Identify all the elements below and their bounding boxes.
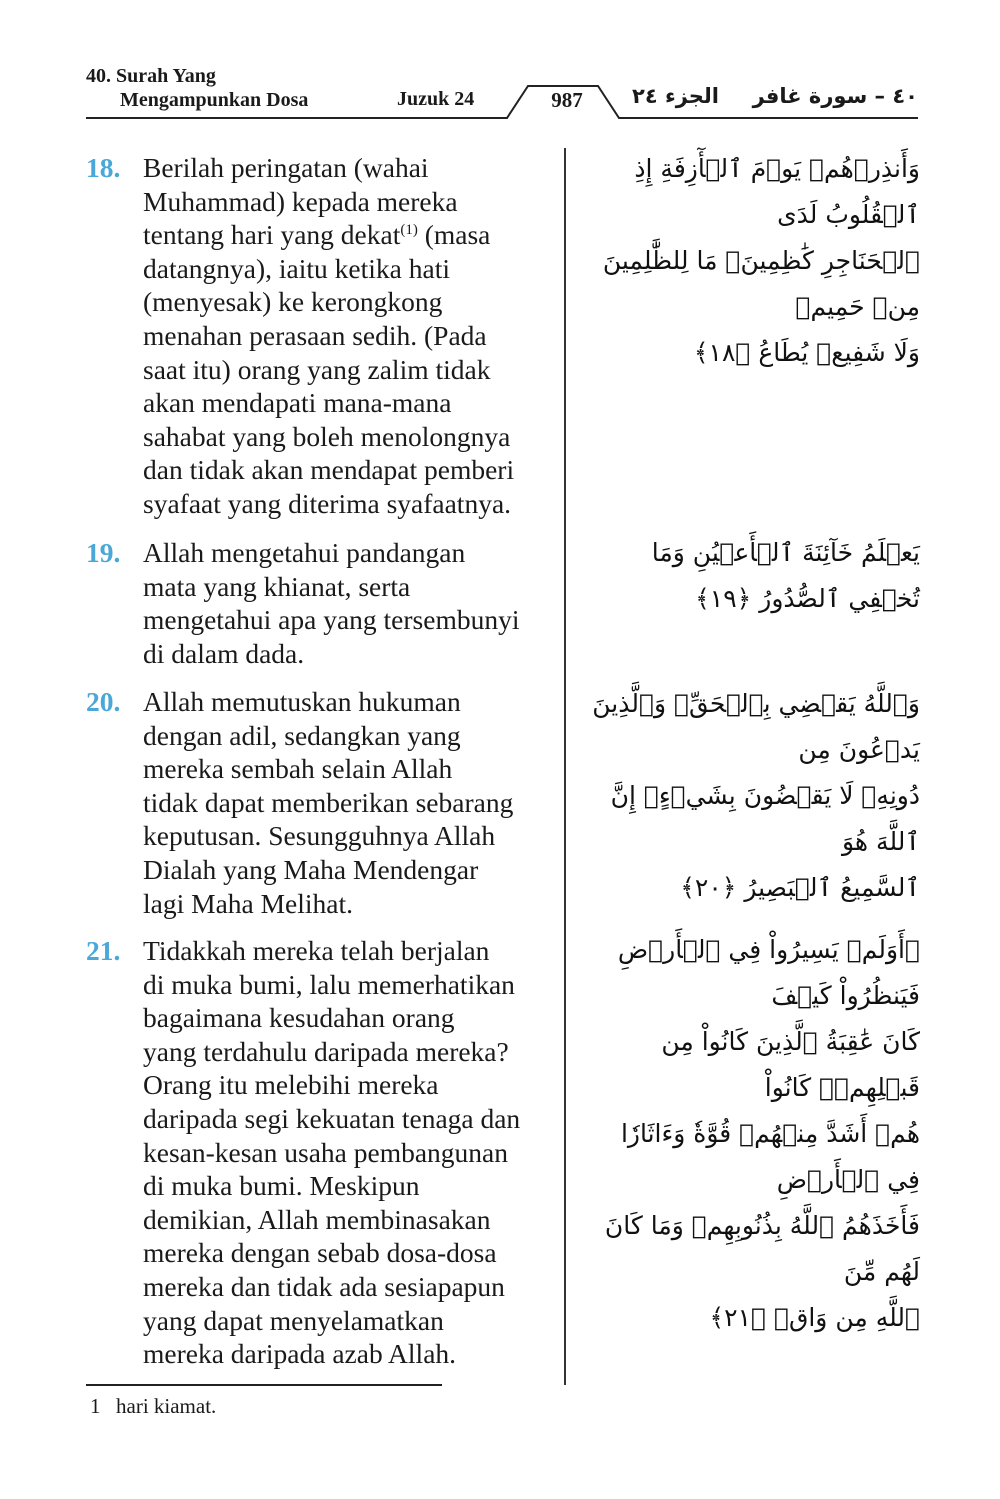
header-surah-line1: 40. Surah Yang bbox=[86, 65, 216, 87]
verse-18-arabic: وَأَنذِرۡهُمۡ يَوۡمَ ٱلۡأٓزِفَةِ إِذِ ٱلۡقُلُوبُ لَدَى ٱلۡحَنَاجِرِ كَٰظِمِينَۚ مَا لِلظَّٰلِمِينَ مِنۡ حَمِيمٖ وَلَا شَفِيعٖ يُطَاعُ ﴿١٨﴾ bbox=[602, 154, 920, 367]
page-number: 987 bbox=[551, 88, 583, 112]
footnote-number: 1 bbox=[90, 1394, 101, 1418]
verse-text: Allah memutuskan hukuman dengan adil, sedangkan yang mereka sembah selain Allah tidak dapat memberikan sebarang keputusan. Sesungguhnya Allah Dialah yang Maha Mendengar lagi Maha Melihat. bbox=[143, 686, 514, 919]
verse-19-translation bbox=[86, 536, 562, 670]
verse-19-arabic: يَعۡلَمُ خَآئِنَةَ ٱلۡأَعۡيُنِ وَمَا تُخۡفِي ٱلصُّدُورُ ﴿١٩﴾ bbox=[651, 538, 920, 613]
header-arabic-surah: ٤٠ – سورة غافر bbox=[752, 84, 918, 108]
verse-18-translation bbox=[86, 151, 562, 521]
footnote bbox=[90, 1394, 216, 1419]
verse-text: (masa datangnya), iaitu ketika hati (menyesak) ke kerongkong menahan perasaan sedih. (Pada saat itu) orang yang zalim tidak akan mendapati mana-mana sahabat yang boleh menolongnya dan tidak akan mendapat pemberi syafaat yang diterima syafaatnya. bbox=[143, 219, 515, 519]
verse-number: 21. bbox=[86, 935, 121, 966]
verse-20-arabic: وَٱللَّهُ يَقۡضِي بِٱلۡحَقِّۖ وَٱلَّذِينَ يَدۡعُونَ مِن دُونِهِۦ لَا يَقۡضُونَ بِشَيۡءٍۗ إِنَّ ٱللَّهَ هُوَ ٱلسَّمِيعُ ٱلۡبَصِيرُ ﴿٢٠﴾ bbox=[592, 689, 920, 902]
header-juzuk: Juzuk 24 bbox=[397, 88, 475, 110]
header-arabic-juz: الجزء ٢٤ bbox=[632, 84, 719, 108]
verse-number: 20. bbox=[86, 686, 121, 717]
verse-text: Berilah peringatan (wahai Muhammad) kepada mereka tentang hari yang dekat bbox=[143, 152, 458, 251]
verse-text: Allah mengetahui pandangan mata yang khianat, serta mengetahui apa yang tersembunyi di dalam dada. bbox=[143, 537, 520, 669]
verse-number: 18. bbox=[86, 152, 121, 183]
verse-20-translation bbox=[86, 685, 562, 920]
footnote-reference: (1) bbox=[400, 222, 418, 239]
verse-21-translation bbox=[86, 934, 562, 1371]
footnote-rule bbox=[86, 1384, 442, 1386]
verse-21-arabic: ۞أَوَلَمۡ يَسِيرُواْ فِي ٱلۡأَرۡضِ فَيَنظُرُواْ كَيۡفَ كَانَ عَٰقِبَةُ ٱلَّذِينَ كَانُواْ مِن قَبۡلِهِمۡۚ كَانُواْ هُمۡ أَشَدَّ مِنۡهُمۡ قُوَّةٗ وَءَاثَارٗا فِي ٱلۡأَرۡضِ فَأَخَذَهُمُ ٱللَّهُ بِذُنُوبِهِمۡ وَمَا كَانَ لَهُم مِّنَ ٱللَّهِ مِن وَاقٖ ﴿٢١﴾ bbox=[604, 935, 920, 1332]
header-surah-line2: Mengampunkan Dosa bbox=[120, 89, 309, 111]
verse-number: 19. bbox=[86, 537, 121, 568]
column-divider bbox=[564, 148, 566, 1385]
footnote-text: hari kiamat. bbox=[116, 1394, 217, 1418]
header-surah-title bbox=[86, 64, 308, 112]
verse-text: Tidakkah mereka telah berjalan di muka bumi, lalu memerhatikan bagaimana kesudahan orang yang terdahulu daripada mereka? Orang itu melebihi mereka daripada segi kekuatan tenaga dan kesan-kesan usaha pembangunan di muka bumi. Meskipun demikian, Allah membinasakan mereka dengan sebab dosa-dosa mereka dan tidak ada sesiapapun yang dapat menyelamatkan mereka daripada azab Allah. bbox=[143, 935, 521, 1370]
